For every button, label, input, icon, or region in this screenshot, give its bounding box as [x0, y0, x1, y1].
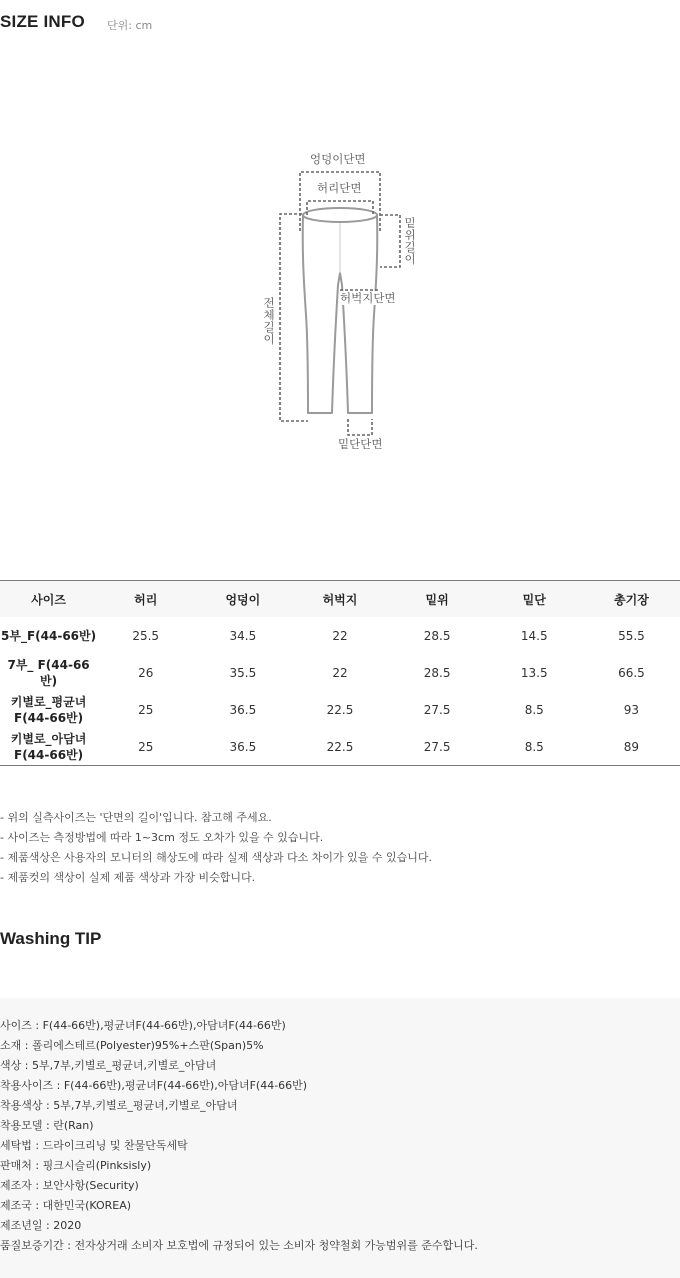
note-item: - 위의 실측사이즈는 '단면의 길이'입니다. 참고해 주세요. [0, 811, 272, 824]
waist-cell: 25.5 [132, 628, 160, 643]
note-item: - 제품컷의 색상이 실제 제품 색상과 가장 비슷합니다. [0, 871, 256, 884]
table-row [0, 691, 680, 728]
total-length-cell: 89 [583, 728, 680, 766]
hip-label: 엉덩이단면 [310, 152, 366, 166]
total-length-cell: 93 [623, 702, 640, 717]
hem-cell: 8.5 [524, 702, 544, 717]
size-notes [0, 808, 432, 888]
waist-label: 허리단면 [317, 181, 362, 195]
info-item-warranty: 품질보증기간 : 전자상거래 소비자 보호법에 규정되어 있는 소비자 청약철회 가능범위를 준수합니다. [0, 1239, 478, 1252]
waist-cell: 25 [97, 728, 194, 766]
info-item-country: 제조국 : 대한민국(KOREA) [0, 1199, 132, 1212]
thigh-cell: 22.5 [291, 728, 388, 766]
waist-cell: 25 [138, 702, 154, 717]
size-table [0, 580, 680, 766]
hip-cell: 35.5 [229, 665, 257, 680]
hip-cell: 36.5 [194, 728, 291, 766]
info-item-material: 소재 : 폴리에스테르(Polyester)95%+스판(Span)5% [0, 1039, 264, 1052]
hip-cell: 34.5 [229, 628, 257, 643]
size-cell: 7부_ F(44-66반) [7, 657, 90, 688]
unit-label: 단위: cm [107, 19, 153, 32]
total-length-cell: 66.5 [618, 665, 645, 680]
product-info-list [0, 1016, 478, 1256]
total-length-label: 전체길이 [263, 296, 275, 346]
info-item-date: 제조년일 : 2020 [0, 1219, 82, 1232]
size-cell: 키별로_평균녀 F(44-66반) [10, 694, 87, 725]
info-item-seller: 판매처 : 핑크시슬리(Pinksisly) [0, 1159, 152, 1172]
total-length-cell: 55.5 [618, 628, 645, 643]
header-waist: 허리 [97, 581, 194, 618]
info-item-manufacturer: 제조자 : 보안사항(Security) [0, 1179, 139, 1192]
table-row [0, 617, 680, 654]
hem-cell: 8.5 [486, 728, 583, 766]
hip-cell: 36.5 [229, 702, 257, 717]
size-table-header [0, 581, 680, 618]
info-item-worn-color: 착용색상 : 5부,7부,키별로_평균녀,키별로_아담녀 [0, 1099, 238, 1112]
washing-tip-title: Washing TIP [0, 929, 102, 948]
thigh-label: 허벅지단면 [340, 291, 396, 305]
size-info-title: SIZE INFO [0, 12, 85, 31]
info-item-model: 착용모델 : 란(Ran) [0, 1119, 94, 1132]
header-size: 사이즈 [0, 581, 97, 618]
size-cell: 5부_F(44-66반) [1, 628, 97, 643]
table-row [0, 654, 680, 691]
leggings-measurement-diagram [240, 145, 440, 465]
header-hip: 엉덩이 [194, 581, 291, 618]
waist-cell: 26 [138, 665, 154, 680]
product-info-box [0, 998, 680, 1278]
header-total-length: 총기장 [583, 581, 680, 618]
table-row [0, 728, 680, 766]
info-item-size: 사이즈 : F(44-66반),평균녀F(44-66반),아담녀F(44-66반) [0, 1019, 286, 1032]
info-item-washing: 세탁법 : 드라이크리닝 및 찬물단독세탁 [0, 1139, 188, 1152]
info-item-worn-size: 착용사이즈 : F(44-66반),평균녀F(44-66반),아담녀F(44-66반) [0, 1079, 308, 1092]
header-rise: 밑위 [389, 581, 486, 618]
info-item-color: 색상 : 5부,7부,키별로_평균녀,키별로_아담녀 [0, 1059, 217, 1072]
rise-cell: 27.5 [423, 702, 451, 717]
rise-cell: 27.5 [389, 728, 486, 766]
note-item: - 제품색상은 사용자의 모니터의 해상도에 따라 실제 색상과 다소 차이가 있을 수 있습니다. [0, 851, 432, 864]
hem-label: 밑단단면 [338, 437, 383, 451]
header-hem: 밑단 [486, 581, 583, 618]
thigh-cell: 22.5 [326, 702, 354, 717]
rise-cell: 28.5 [423, 628, 451, 643]
hem-cell: 14.5 [520, 628, 548, 643]
note-item: - 사이즈는 측정방법에 따라 1~3cm 정도 오차가 있을 수 있습니다. [0, 831, 324, 844]
thigh-cell: 22 [332, 665, 348, 680]
thigh-cell: 22 [332, 628, 348, 643]
hem-cell: 13.5 [520, 665, 548, 680]
size-cell: 키별로_아담녀 F(44-66반) [0, 728, 97, 766]
rise-label: 밑위길이 [404, 216, 416, 266]
header-thigh: 허벅지 [291, 581, 388, 618]
rise-cell: 28.5 [423, 665, 451, 680]
